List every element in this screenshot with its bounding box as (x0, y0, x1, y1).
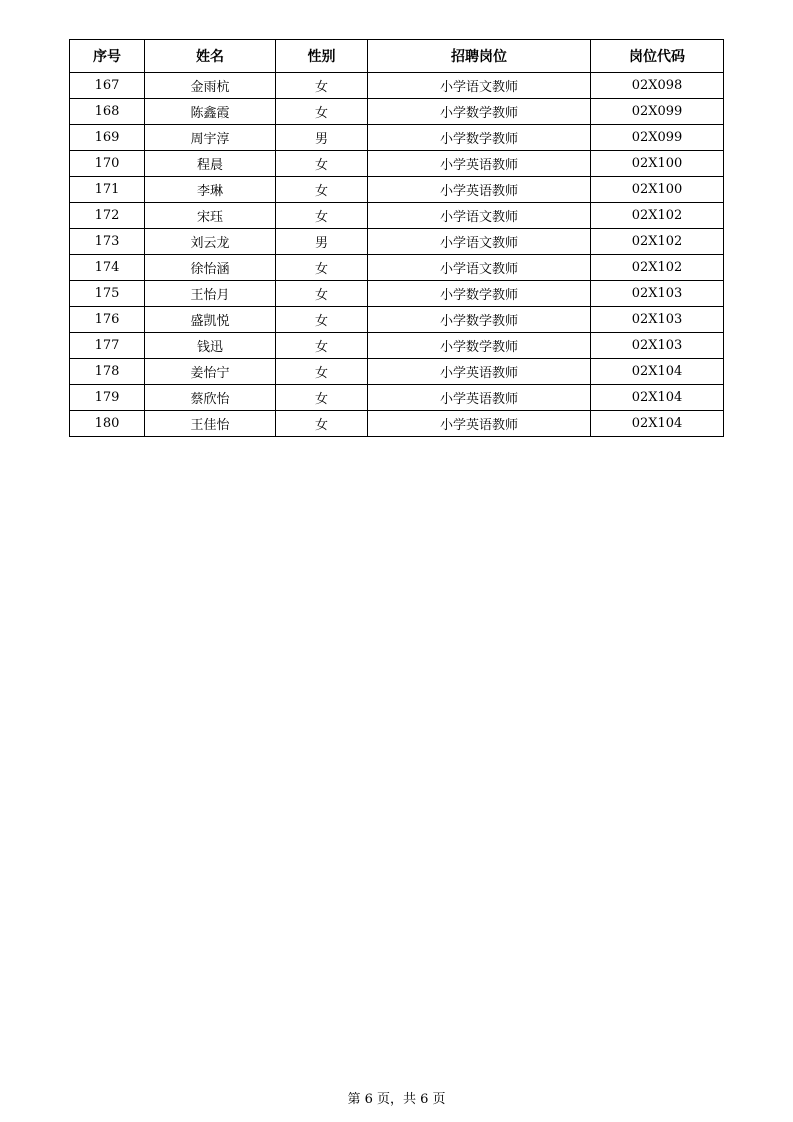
cell-name: 金雨杭 (145, 73, 276, 99)
cell-position: 小学英语教师 (368, 359, 591, 385)
cell-code: 02X103 (591, 307, 724, 333)
cell-gender: 女 (276, 281, 368, 307)
cell-code: 02X102 (591, 229, 724, 255)
table-row (70, 229, 724, 255)
header-code: 岗位代码 (591, 40, 724, 73)
header-seq: 序号 (70, 40, 145, 73)
cell-code: 02X100 (591, 151, 724, 177)
header-position: 招聘岗位 (368, 40, 591, 73)
cell-position: 小学语文教师 (368, 203, 591, 229)
header-name: 姓名 (145, 40, 276, 73)
cell-position: 小学英语教师 (368, 411, 591, 437)
cell-gender: 女 (276, 151, 368, 177)
cell-position: 小学数学教师 (368, 125, 591, 151)
cell-seq: 179 (70, 385, 145, 411)
cell-seq: 173 (70, 229, 145, 255)
cell-name: 李琳 (145, 177, 276, 203)
cell-seq: 172 (70, 203, 145, 229)
table-row (70, 333, 724, 359)
table-row (70, 203, 724, 229)
cell-gender: 男 (276, 125, 368, 151)
cell-gender: 男 (276, 229, 368, 255)
cell-name: 姜怡宁 (145, 359, 276, 385)
page-number: 第 6 页，共 6 页 (347, 1092, 446, 1107)
header-row (70, 40, 724, 73)
table-row (70, 73, 724, 99)
cell-seq: 176 (70, 307, 145, 333)
cell-name: 程晨 (145, 151, 276, 177)
cell-seq: 167 (70, 73, 145, 99)
cell-code: 02X103 (591, 281, 724, 307)
table-header (70, 40, 724, 73)
cell-name: 蔡欣怡 (145, 385, 276, 411)
cell-name: 徐怡涵 (145, 255, 276, 281)
cell-seq: 180 (70, 411, 145, 437)
cell-code: 02X104 (591, 411, 724, 437)
table-row (70, 99, 724, 125)
cell-position: 小学英语教师 (368, 151, 591, 177)
table-row (70, 385, 724, 411)
cell-seq: 168 (70, 99, 145, 125)
cell-code: 02X098 (591, 73, 724, 99)
cell-code: 02X100 (591, 177, 724, 203)
cell-code: 02X102 (591, 255, 724, 281)
cell-seq: 171 (70, 177, 145, 203)
cell-seq: 175 (70, 281, 145, 307)
cell-gender: 女 (276, 333, 368, 359)
cell-gender: 女 (276, 385, 368, 411)
table-row (70, 281, 724, 307)
table-row (70, 177, 724, 203)
cell-code: 02X103 (591, 333, 724, 359)
cell-gender: 女 (276, 411, 368, 437)
cell-code: 02X104 (591, 359, 724, 385)
cell-name: 周宇淳 (145, 125, 276, 151)
cell-gender: 女 (276, 73, 368, 99)
table-row (70, 151, 724, 177)
cell-position: 小学英语教师 (368, 385, 591, 411)
cell-name: 陈鑫霞 (145, 99, 276, 125)
cell-code: 02X104 (591, 385, 724, 411)
cell-gender: 女 (276, 307, 368, 333)
cell-position: 小学语文教师 (368, 229, 591, 255)
cell-gender: 女 (276, 99, 368, 125)
cell-name: 钱迅 (145, 333, 276, 359)
cell-gender: 女 (276, 359, 368, 385)
cell-code: 02X099 (591, 125, 724, 151)
cell-code: 02X102 (591, 203, 724, 229)
cell-seq: 174 (70, 255, 145, 281)
cell-position: 小学数学教师 (368, 307, 591, 333)
cell-position: 小学语文教师 (368, 255, 591, 281)
cell-seq: 170 (70, 151, 145, 177)
cell-name: 王怡月 (145, 281, 276, 307)
cell-code: 02X099 (591, 99, 724, 125)
cell-name: 刘云龙 (145, 229, 276, 255)
table-row (70, 125, 724, 151)
table-row (70, 411, 724, 437)
table-row (70, 255, 724, 281)
cell-gender: 女 (276, 177, 368, 203)
cell-position: 小学数学教师 (368, 281, 591, 307)
cell-name: 盛凯悦 (145, 307, 276, 333)
table-row (70, 307, 724, 333)
cell-seq: 169 (70, 125, 145, 151)
cell-position: 小学英语教师 (368, 177, 591, 203)
table-body (70, 73, 724, 437)
roster-table (69, 39, 724, 437)
cell-position: 小学语文教师 (368, 73, 591, 99)
header-gender: 性别 (276, 40, 368, 73)
cell-position: 小学数学教师 (368, 99, 591, 125)
cell-name: 宋珏 (145, 203, 276, 229)
cell-position: 小学数学教师 (368, 333, 591, 359)
table-row (70, 359, 724, 385)
cell-seq: 177 (70, 333, 145, 359)
cell-gender: 女 (276, 203, 368, 229)
cell-name: 王佳怡 (145, 411, 276, 437)
cell-seq: 178 (70, 359, 145, 385)
cell-gender: 女 (276, 255, 368, 281)
